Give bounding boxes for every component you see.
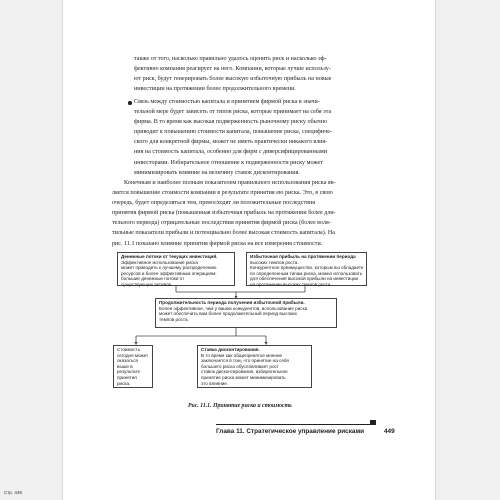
box-text-line: на протяжении высоких темпов роста. [250, 281, 332, 287]
box-text-line: Избыточная прибыль на протяжении периода [250, 254, 356, 259]
box-text-line: темпов роста. [159, 316, 189, 322]
box-text-line: заключается в том, что принятие на себя [201, 358, 289, 364]
text-line: рис. 11.1 показано влияние принятия фирмой риска на все измерения стоимости. [112, 240, 323, 247]
text-line: Конечным и наиболее полным показателем правильного использования риска яв- [124, 180, 336, 186]
box-text-line: существующих активов. [121, 281, 173, 287]
bullet-marker [128, 101, 132, 105]
footer-marker [370, 420, 376, 425]
text-line: ского для конкретной фирмы, может не иметь практически никакого влия- [134, 139, 328, 146]
box-text-line: В то время как общепринятое мнение [201, 352, 283, 358]
page-number: 449 [384, 428, 395, 435]
box-discount-rate [197, 345, 312, 388]
box-text-line: может обеспечить вам более продолжительный период высоких [159, 311, 297, 317]
main-paragraph [112, 178, 372, 249]
text-line: фективно компания реагирует на него. Компании, которые лучше использу- [134, 66, 331, 73]
text-line: тельной мере будет зависеть от типов риска, которые принимает на себя эта [134, 109, 332, 116]
box-text-line: это влияние. [201, 380, 229, 386]
box-text-line: выше в [117, 363, 133, 369]
box-text-line: высоких темпов роста. [250, 259, 299, 265]
box-text-line: может приводить к лучшему распределению [121, 265, 217, 271]
box-value-today [113, 345, 153, 388]
box-text-line: принятие риска может минимизировать [201, 374, 286, 380]
box-text-line: Продолжительность периода получения избыточной прибыли. [159, 300, 305, 305]
box-text-line: оказаться [117, 358, 139, 364]
box-text-line: принятия [117, 374, 137, 380]
text-line: принятия фирмой риска (повышенная избыточная прибыль на протяжении более дли- [112, 210, 336, 217]
text-line: минимизировать влияние на величину ставок дисконтирования. [134, 169, 300, 176]
box-text-line: большие денежные потоки от [121, 276, 185, 282]
box-text-line: ресурсов и более эффективным операциям: [121, 270, 217, 276]
text-line: ют риск, будут генерировать более высокую избыточную прибыль на новые [134, 76, 332, 83]
text-line: тельного периода) отрицательные последствия принятия фирмой риска (более воля- [112, 220, 331, 227]
text-line: ляется повышение стоимости компании в результате принятия ею риска. Это, в свою [112, 190, 333, 197]
box-text-line: по определенным типам риска, можно использовать [250, 270, 363, 276]
text-line: также от того, насколько правильно удалось оценить риск и насколько эф- [134, 56, 327, 62]
box-text-line: для обеспечения высокой прибыли на инвестиции [250, 276, 359, 282]
bullet-paragraph [134, 97, 366, 178]
viewer-page-indicator: Стр. 449 [4, 490, 22, 495]
box-excess-returns [246, 252, 367, 286]
box-text-line: Денежные потоки от текущих инвестиций. [121, 254, 218, 259]
box-text-line: Ставка дисконтирования. [201, 347, 260, 352]
text-line: инвестиции на протяжении более продолжительного времени. [134, 86, 296, 93]
text-line: фирма. В то время как высокая подверженность рыночному риску обычно [134, 119, 328, 126]
box-text-line: Стоимость [117, 347, 140, 352]
text-line: тильные показатели прибыли и потенциально более высокая стоимость капитала). На [112, 230, 335, 237]
box-excess-return-period [155, 298, 337, 328]
box-text-line: сегодня может [117, 352, 149, 358]
text-line: очередь, будет определяться тем, превосходят ли положительные последствия [112, 200, 316, 207]
box-text-line: Более эффективное, чем у ваших конкурентов, использование риска [159, 305, 308, 311]
box-text-line: Эффективное использование риска [121, 259, 198, 265]
box-current-cashflows [117, 252, 235, 286]
box-text-line: риска. [117, 380, 131, 386]
figure-caption: Рис. 11.1. Принятие риска и стоимость [188, 403, 292, 409]
text-line: приводит к повышению стоимости капитала, повышение риска, специфиче- [134, 129, 332, 136]
chapter-footer-title: Глава 11. Стратегическое управление рисками [216, 428, 365, 435]
box-text-line: результате [117, 369, 141, 375]
footer-rule [216, 424, 370, 425]
text-line: Связь между стоимостью капитала и принятием фирмой риска в значи- [134, 99, 320, 105]
box-text-line: ставок дисконтирования, избирательное [201, 369, 288, 375]
paragraph-continuation [134, 54, 366, 94]
box-text-line: большего риска обусловливает рост [201, 363, 279, 369]
text-line: инвесторами. Избирательное отношение к подверженности риску может [134, 159, 323, 166]
box-text-line: Конкурентное преимущество, которым вы обладаете [250, 265, 364, 271]
text-line: ния на стоимость капитала, особенно для фирм с диверсифицированными [134, 149, 327, 156]
